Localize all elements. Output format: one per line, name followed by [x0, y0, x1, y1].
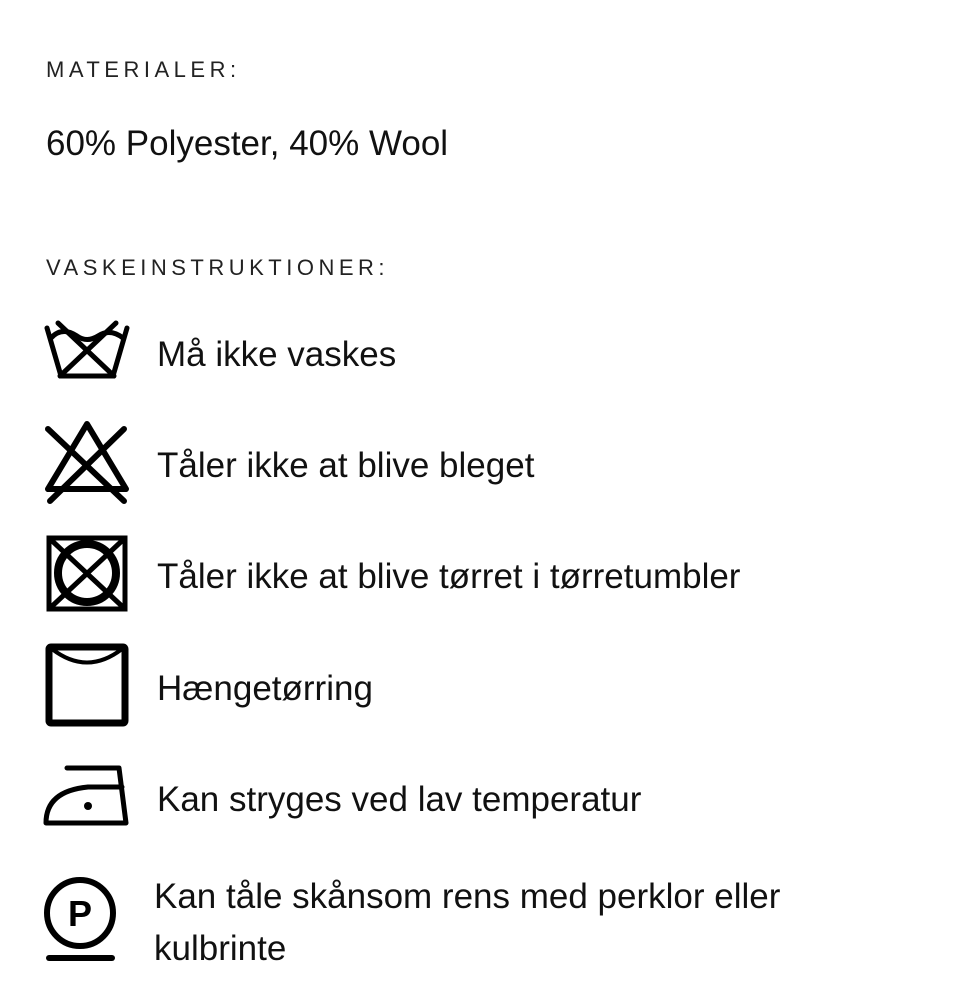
materials-heading: MATERIALER: [46, 57, 241, 82]
care-item-text: Tåler ikke at blive tørret i tørretumbler [157, 557, 741, 596]
care-heading: VASKEINSTRUKTIONER: [46, 255, 390, 280]
do-not-bleach-icon [40, 416, 136, 508]
care-item-text: Tåler ikke at blive bleget [157, 446, 535, 485]
dry-clean-p-icon [40, 872, 136, 966]
iron-low-icon [40, 760, 136, 832]
care-item-text: Kan tåle skånsom rens med perklor eller kulbrinte [154, 877, 781, 968]
care-item-text: Hængetørring [157, 669, 373, 708]
svg-text:P: P [67, 893, 93, 934]
care-item-text: Kan stryges ved lav temperatur [157, 780, 642, 819]
do-not-tumble-dry-icon [40, 530, 136, 616]
line-dry-icon [40, 640, 136, 732]
materials-value: 60% Polyester, 40% Wool [46, 124, 449, 163]
care-item-text: Må ikke vaskes [157, 335, 397, 374]
do-not-wash-icon [40, 316, 136, 386]
